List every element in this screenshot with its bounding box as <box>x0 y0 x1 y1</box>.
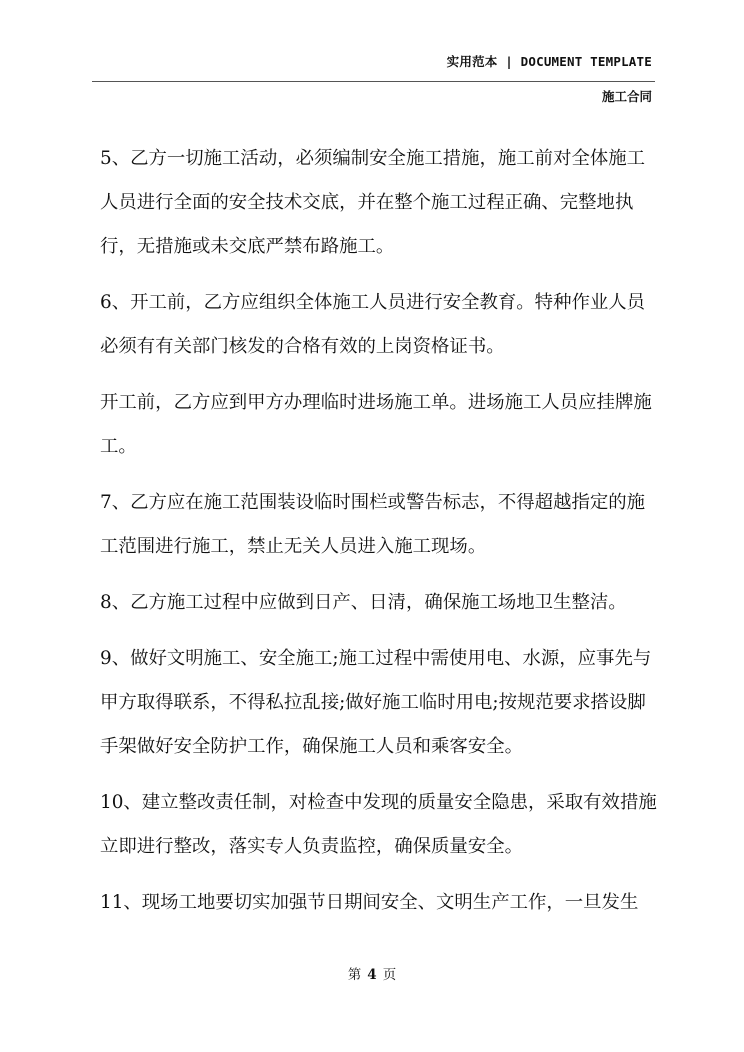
paragraph-clause-11: 11、现场工地要切实加强节日期间安全、文明生产工作，一旦发生 <box>100 892 639 913</box>
paragraph-clause-5: 5、乙方一切施工活动，必须编制安全施工措施，施工前对全体施工人员进行全面的安全技术交底，并在整个施工过程正确、完整地执行，无措施或未交底严禁布路施工。 <box>100 148 646 257</box>
paragraph-clause-6-entry-permit: 开工前，乙方应到甲方办理临时进场施工单。进场施工人员应挂牌施工。 <box>100 392 652 457</box>
header-subtitle: 施工合同 <box>601 89 652 104</box>
paragraph-clause-6: 6、开工前，乙方应组织全体施工人员进行安全教育。特种作业人员必须有有关部门核发的合格有效的上岗资格证书。 <box>100 292 646 357</box>
paragraph-clause-9: 9、做好文明施工、安全施工;施工过程中需使用电、水源，应事先与甲方取得联系，不得私拉乱接;做好施工临时用电;按规范要求搭设脚手架做好安全防护工作，确保施工人员和乘客安全。 <box>100 648 652 757</box>
header-divider <box>92 81 655 82</box>
header-title: 实用范本 | DOCUMENT TEMPLATE <box>446 54 652 69</box>
page-prefix: 第 <box>347 967 362 983</box>
page-suffix: 页 <box>382 967 397 983</box>
document-body <box>100 137 660 937</box>
page-number: 4 <box>367 967 377 983</box>
paragraph-clause-8: 8、乙方施工过程中应做到日产、日清，确保施工场地卫生整洁。 <box>100 592 627 613</box>
paragraph-clause-7: 7、乙方应在施工范围装设临时围栏或警告标志，不得超越指定的施工范围进行施工，禁止无关人员进入施工现场。 <box>100 492 646 557</box>
page-footer <box>0 963 744 983</box>
paragraph-clause-10: 10、建立整改责任制，对检查中发现的质量安全隐患，采取有效措施立即进行整改，落实专人负责监控，确保质量安全。 <box>100 792 657 857</box>
